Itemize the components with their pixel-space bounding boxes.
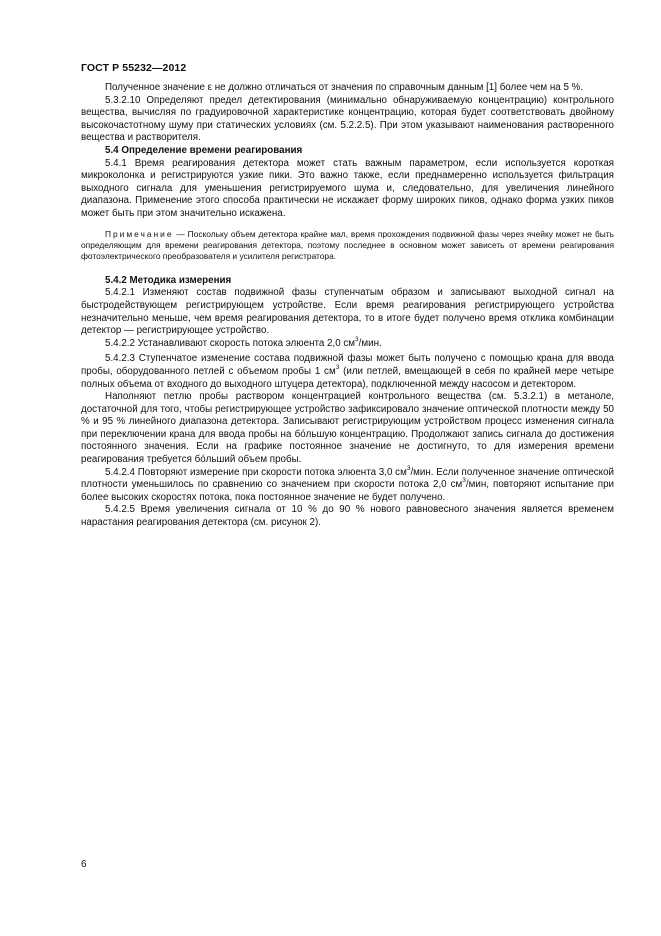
paragraph-sample-loop: Наполняют петлю пробы раствором концентрацией контрольного вещества (см. 5.3.2.1) в метаноле, достаточной для того, чтобы регистрирующее устройство зафиксировало значение оптической плотности между 50 % и 95 % линейного диапазона детектора. Записывают регистрирующим устройством процесс изменения сигнала при переключении крана для ввода пробы на бóльшую концентрацию. Продолжают запись сигнала до достижения постоянного значения. Если на графике постоянное значение не достигнуто, то для измерения времени реагирования требуется бóльший объем пробы. (81, 391, 614, 466)
page-number: 6 (81, 859, 87, 870)
p8-superscript-1: 3 (406, 464, 411, 472)
paragraph-5-4-2-2 (81, 335, 614, 351)
paragraph-epsilon: Полученное значение ε не должно отличаться от значения по справочным данным [1] более чем на 5 %. (105, 82, 584, 93)
document-code-header: ГОСТ Р 55232—2012 (81, 62, 187, 74)
p8-text-b: /мин. Если полученное значение оптической плотности уменьшилось по сравнению со значением при скорости потока 2,0 см (81, 466, 614, 491)
p5-text-b: /мин. (358, 337, 382, 349)
document-body (81, 82, 614, 530)
p5-superscript: 3 (355, 335, 359, 343)
paragraph-5-4-2-3 (81, 353, 614, 391)
section-heading-5-4-2: 5.4.2 Методика измерения (105, 274, 232, 286)
p6-superscript: 3 (335, 363, 340, 371)
paragraph-5-3-2-10: 5.3.2.10 Определяют предел детектирования (минимально обнаруживаемую концентрацию) контрольного вещества, вычисляя по градуировочной характеристике концентрацию, которая будет соответствовать двойному высокочастотному шуму при статических условиях (см. 5.2.2.5). При этом указывают наименования растворенного вещества и растворителя. (81, 94, 614, 144)
paragraph-5-4-2-4 (81, 464, 614, 505)
p5-text-a: 5.4.2.2 Устанавливают скорость потока элюента 2,0 см (105, 337, 356, 349)
p8-superscript-2: 3 (462, 477, 466, 485)
p6-text-b: (или петлей, вмещающей в себя по крайней мере четыре полных объема от входного до выходного штуцера детектора), подключенной между насосом и детектором. (81, 365, 614, 390)
paragraph-5-4-1: 5.4.1 Время реагирования детектора может стать важным параметром, если используется короткая микроколонка и регистрируются узкие пики. Это важно также, если преднамеренно используется фильтрация выходного сигнала для уменьшения регистрируемого шума и, следовательно, для увеличения линейного диапазона. Применение этого способа практически не искажает форму широких пиков, однако форма узких пиков может быть при этом значительно искажена. (81, 157, 614, 219)
p8-text-a: 5.4.2.4 Повторяют измерение при скорости потока элюента 3,0 см (105, 466, 407, 478)
note-text: — Поскольку объем детектора крайне мал, время прохождения подвижной фазы через ячейку может не быть определяющим для времени реагирования детектора, поэтому последнее в основном может зависеть от времени реагирования фотоэлектрического преобразователя и усилителя регистратора. (81, 228, 614, 262)
paragraph-5-4-2-1: 5.4.2.1 Изменяют состав подвижной фазы ступенчатым образом и записывают выходной сигнал на быстродействующем регистрирующем устройстве. Если время реагирования регистрирующего устройства незначительно меньше, чем время реагирования детектора, то в итоге будет получено время отклика комбинации детектор — регистрирующее устройство. (81, 287, 614, 337)
paragraph-5-4-2-5: 5.4.2.5 Время увеличения сигнала от 10 % до 90 % нового равновесного значения является временем нарастания реагирования детектора (см. рисунок 2). (81, 504, 614, 529)
p8-text-c: /мин, повторяют испытание при более высоких скоростях потока, пока постоянное значение не будет получено. (81, 479, 614, 503)
note-label: Примечание (105, 228, 174, 239)
section-heading-5-4: 5.4 Определение времени реагирования (105, 144, 303, 156)
note-paragraph (81, 229, 614, 263)
p6-text-a: 5.4.2.3 Ступенчатое изменение состава подвижной фазы может быть получено с помощью крана для ввода пробы, оборудованного петлей с объемом пробы 1 см (81, 353, 614, 377)
